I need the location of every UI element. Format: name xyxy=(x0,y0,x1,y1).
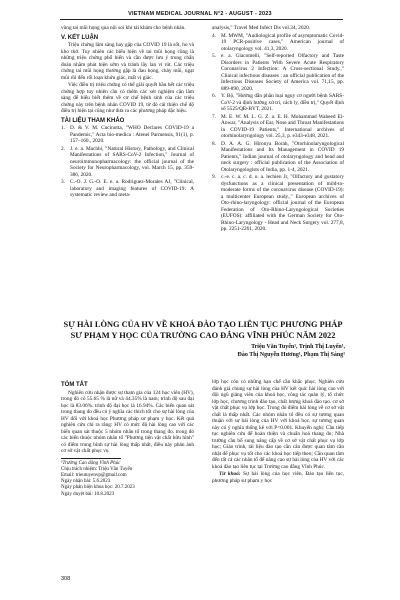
header-rule xyxy=(60,19,343,20)
footnote-approval-date: Ngày duyệt bài: 10.8.2023 xyxy=(61,491,115,497)
footnote-received-date: Ngày nhận bài: 5.6.2023 xyxy=(61,479,111,485)
reference-item xyxy=(212,33,344,53)
reference-text: c.-e. c. a. c. d. o. a. lechien Jr, "Olfactory and gustatory dysfunctions as a clinical presentation of mild-to-moderate forms of the coronavirus disease (COVID-19): a multicenter European study.," European archives of Oto-rhino-laryngology: official journal of the European Federation of Oto-Rhino-Laryngological Societies (EUFOS): affiliated with the German Society for Oto-Rhino-Laryngology - Head and Neck Surgery vol. 277,8, pp. 2251-2261, 2020. xyxy=(221,174,344,232)
top-right-column xyxy=(212,25,344,234)
reference-item xyxy=(212,93,344,113)
reference-text: J. e. a. Machhi, "Natural History, Pathology, and Clinical Manifestations of SARS-CoV-2 Infection," Journal of neuroimmunopharmacology: the official journal of the Society for Neuropharmacology, vol. March 15, pp. 359-386, 2020. xyxy=(70,145,194,178)
references-heading: TÀI LIỆU THAM KHẢO xyxy=(61,117,125,124)
footnote-rule xyxy=(61,458,121,459)
footnote-review-date: Ngày phản biện khoa học: 20.7.2023 xyxy=(61,485,135,491)
reference-item xyxy=(61,146,194,179)
reference-number: 4. xyxy=(212,32,216,39)
reference-number: 8. xyxy=(212,140,216,147)
reference-number: 2. xyxy=(61,145,65,152)
article-title xyxy=(62,320,344,341)
conclusion-paragraph-1: Triệu chứng lâm sàng hay gặp của COVID 19 là sốt, ho và kho thở. Tuy nhiên các biểu hiện về tai mũi họng cũng là những triệu chứng phổ biến và cần được lưu ý trong chẩn đoán nhằm phát hiện sớm và tránh lây lan vi rút. Các triệu chứng tai mũi họng thường gặp là đau họng, chảy mũi, ngạt mũi rồi đến rối loạn khứu giác, mất vị giác. xyxy=(61,42,194,81)
reference-item xyxy=(212,53,344,92)
abstract-heading: TÓM TẮT xyxy=(61,382,88,388)
reference-item xyxy=(61,125,194,145)
article-title-line-1: SỰ HÀI LÒNG CỦA HV VỀ KHOÁ ĐÀO TẠO LIÊN TỤC PHƯƠNG PHÁP xyxy=(63,320,343,329)
footnotes xyxy=(61,461,194,498)
reference-number: 6. xyxy=(212,93,216,99)
journal-header: VIETNAM MEDICAL JOURNAL N°2 - AUGUST - 2023 xyxy=(128,11,272,17)
conclusion-paragraph-2: Việc điều trị triệu chứng có thể giải quyết hầu hết các triệu chứng hợp tuy nhiên cần có thêm các xét nghiệm cận lâm sàng để hiểu biết thêm về cơ chế bệnh sinh của các triệu chứng này trên bệnh nhân COVID 19, từ đó cải thiện chế độ điều trị hiện tại cũng như đưa ra các phương pháp đặc hiệu. xyxy=(61,82,194,114)
reference-text: M. MWM, "Audiological profile of asymptomatic Covid-19 PCR-positive cases," American journal of otolaryngology vol. 41,3, 2020. xyxy=(221,32,344,52)
reference-item xyxy=(212,114,344,140)
footnote-affiliation: ¹Trường Cao đẳng Vĩnh Phúc xyxy=(61,460,121,466)
discussion-continuation: vùng tai mũi họng qua nội soi khi tái khám cho bệnh nhân. xyxy=(61,25,186,31)
footnote-corresponding-author: Chịu trách nhiệm: Triệu Văn Tuyến xyxy=(61,466,133,472)
abstract-left-column xyxy=(61,379,194,498)
abstract-text: Nghiên cứu nhận được sự tham gia của 124 học viên (HV), trong đó có 55.65 % là nữ và 44.35% là nam; trình độ sau đại học là 83.06%. trình độ đại học là 16.94%. Các biến quan sát trong thang đo đều có ý nghĩa các thích tốt cho sự hài lòng của HV đối với khoá học Phương pháp sư phạm y học. Kết quả nghiên cứu chỉ ra rằng: HV có mức độ hài lòng cao với các biến quan sát thuộc 5 nhóm nhân tố trong thang đo. trong đó các biến thuộc nhóm nhân tố "Phương tiện vật chất hữu hình" có điểm trung bình sự hài lòng thấp nhất, điều này phản ánh cơ sở vật chất phục vụ xyxy=(61,389,194,454)
reference-number: 1. xyxy=(61,125,65,131)
conclusion-heading: V. KẾT LUẬN xyxy=(61,34,99,41)
authors-line-1: Triệu Văn Tuyến¹, Trịnh Thị Luyến¹, xyxy=(251,344,345,350)
authors-line-2: Đào Thị Nguyễn Hương¹, Phạm Thị Sáng¹ xyxy=(237,351,345,358)
reference-continuation: analysis," Travel Med Infect Dis vol.34, 2020. xyxy=(212,25,311,31)
reference-text: D. & V. M. Cucinotta, "WHO Declares COVID-19 a Pandemic," Acta bio-medica : Atenei Parmensis, 91(1), p. 157–160., 2020. xyxy=(70,125,194,144)
article-authors xyxy=(200,344,345,359)
top-left-column xyxy=(61,25,194,200)
reference-item xyxy=(212,174,344,233)
abstract-right-column xyxy=(212,379,344,485)
reference-number: 3. xyxy=(61,179,65,185)
reference-item xyxy=(61,179,194,199)
reference-item xyxy=(212,141,344,174)
page-number: 308 xyxy=(61,576,71,582)
article-title-line-2: SƯ PHẠM Y HỌC CỦA TRƯỜNG CAO ĐẲNG VĨNH PHÚC NĂM 2022 xyxy=(70,330,336,340)
reference-number: 7. xyxy=(212,113,216,120)
reference-text: C.-O. J. G.-O. E. e. a. Rodriguez-Morales AJ, "Clinical, laboratory and imaging features of COVID-19: A systematic review and meta- xyxy=(70,179,194,198)
reference-text: Y. Bộ, "Hướng dẫn phân loại nguy cơ người bệnh SARS-CoV-2 và định hướng xử trí, cách ly, điều trị," Quyết định số 5525/QĐ-BYT, 2021. xyxy=(221,93,344,112)
keywords xyxy=(212,471,344,484)
footnote-email: Email: trieutuyenvp@gmail.com xyxy=(61,472,127,478)
reference-text: e. a. Giacomelli, "Self-reported Olfactory and Taste Disorders in Patients With Severe Acute Respiratory Coronavirus 2 Infection: A Cross-sectional Study.," Clinical infectious diseases : an official publication of the Infectious Diseases Society of America vol. 71,15, pp. 889-890, 2020. xyxy=(221,53,344,92)
abstract-continuation: lớp học còn có những hạn chế cần khắc phục. Nghiên cứu đánh giá chung sự hài lòng của HV kết quả: hài lòng cao với đội ngũ giảng viên của khoá học, công tác quản lý, tổ chức lớp học, chương trình đào tạo, chất lượng khoá đào tạo. cơ sở vật chất phục vụ lớp học. Trong đó điểm hài lòng về cơ sở vật chất là thấp nhất. Các nhóm nhân tố đều có sự tương quan thuận với sự hài lòng của HV với khoá học. sự tương quan này có ý nghĩa thống kê với P<0.001. Khuyến nghị: Cần tiếp tục nghiên cứu để hoàn thiện và chuẩn hoá thang đo; Nhà trường cần bổ sung nâng cấp về cơ sở vật chất phục vụ lớp học; Giáo trình, tài liệu đào tạo cần cân được quan tâm cần nhật để phục vụ tốt cho các khoá học tiếp theo; Cần quan tâm đến tất cả các nhân tố để nâng cao sự hài lòng của HV với các khoá đào tạo liên tục tại Trường cao đẳng Vĩnh Phúc. xyxy=(212,379,344,470)
keywords-label: Từ khoá: xyxy=(219,471,241,477)
reference-text: M. E. W. M. L. G. Z. a. E. H. Mohammad Waheed El-Anwar, "Analysis of Ear, Nose and Throat Manifestations in COVID-19 Patients," International archives of otorhinolaryngology vol. 25,3, p. e343-e348, 2021. xyxy=(221,113,344,139)
reference-number: 9. xyxy=(212,174,216,180)
reference-number: 5. xyxy=(212,53,216,59)
keywords-text: Sự hài lòng của học viên, Đào tạo liên tục, phương pháp sư phạm y học xyxy=(212,471,345,484)
reference-text: D. A. A. G. Hironya Borah, "Otorhinolaryngological Manifestations and Its Management in COVID 19 Patients," Indian journal of otolaryngology and head and neck surgery : official publication of the Association of Otolaryngologists of India, pp. 1-4, 2021. xyxy=(221,140,344,173)
